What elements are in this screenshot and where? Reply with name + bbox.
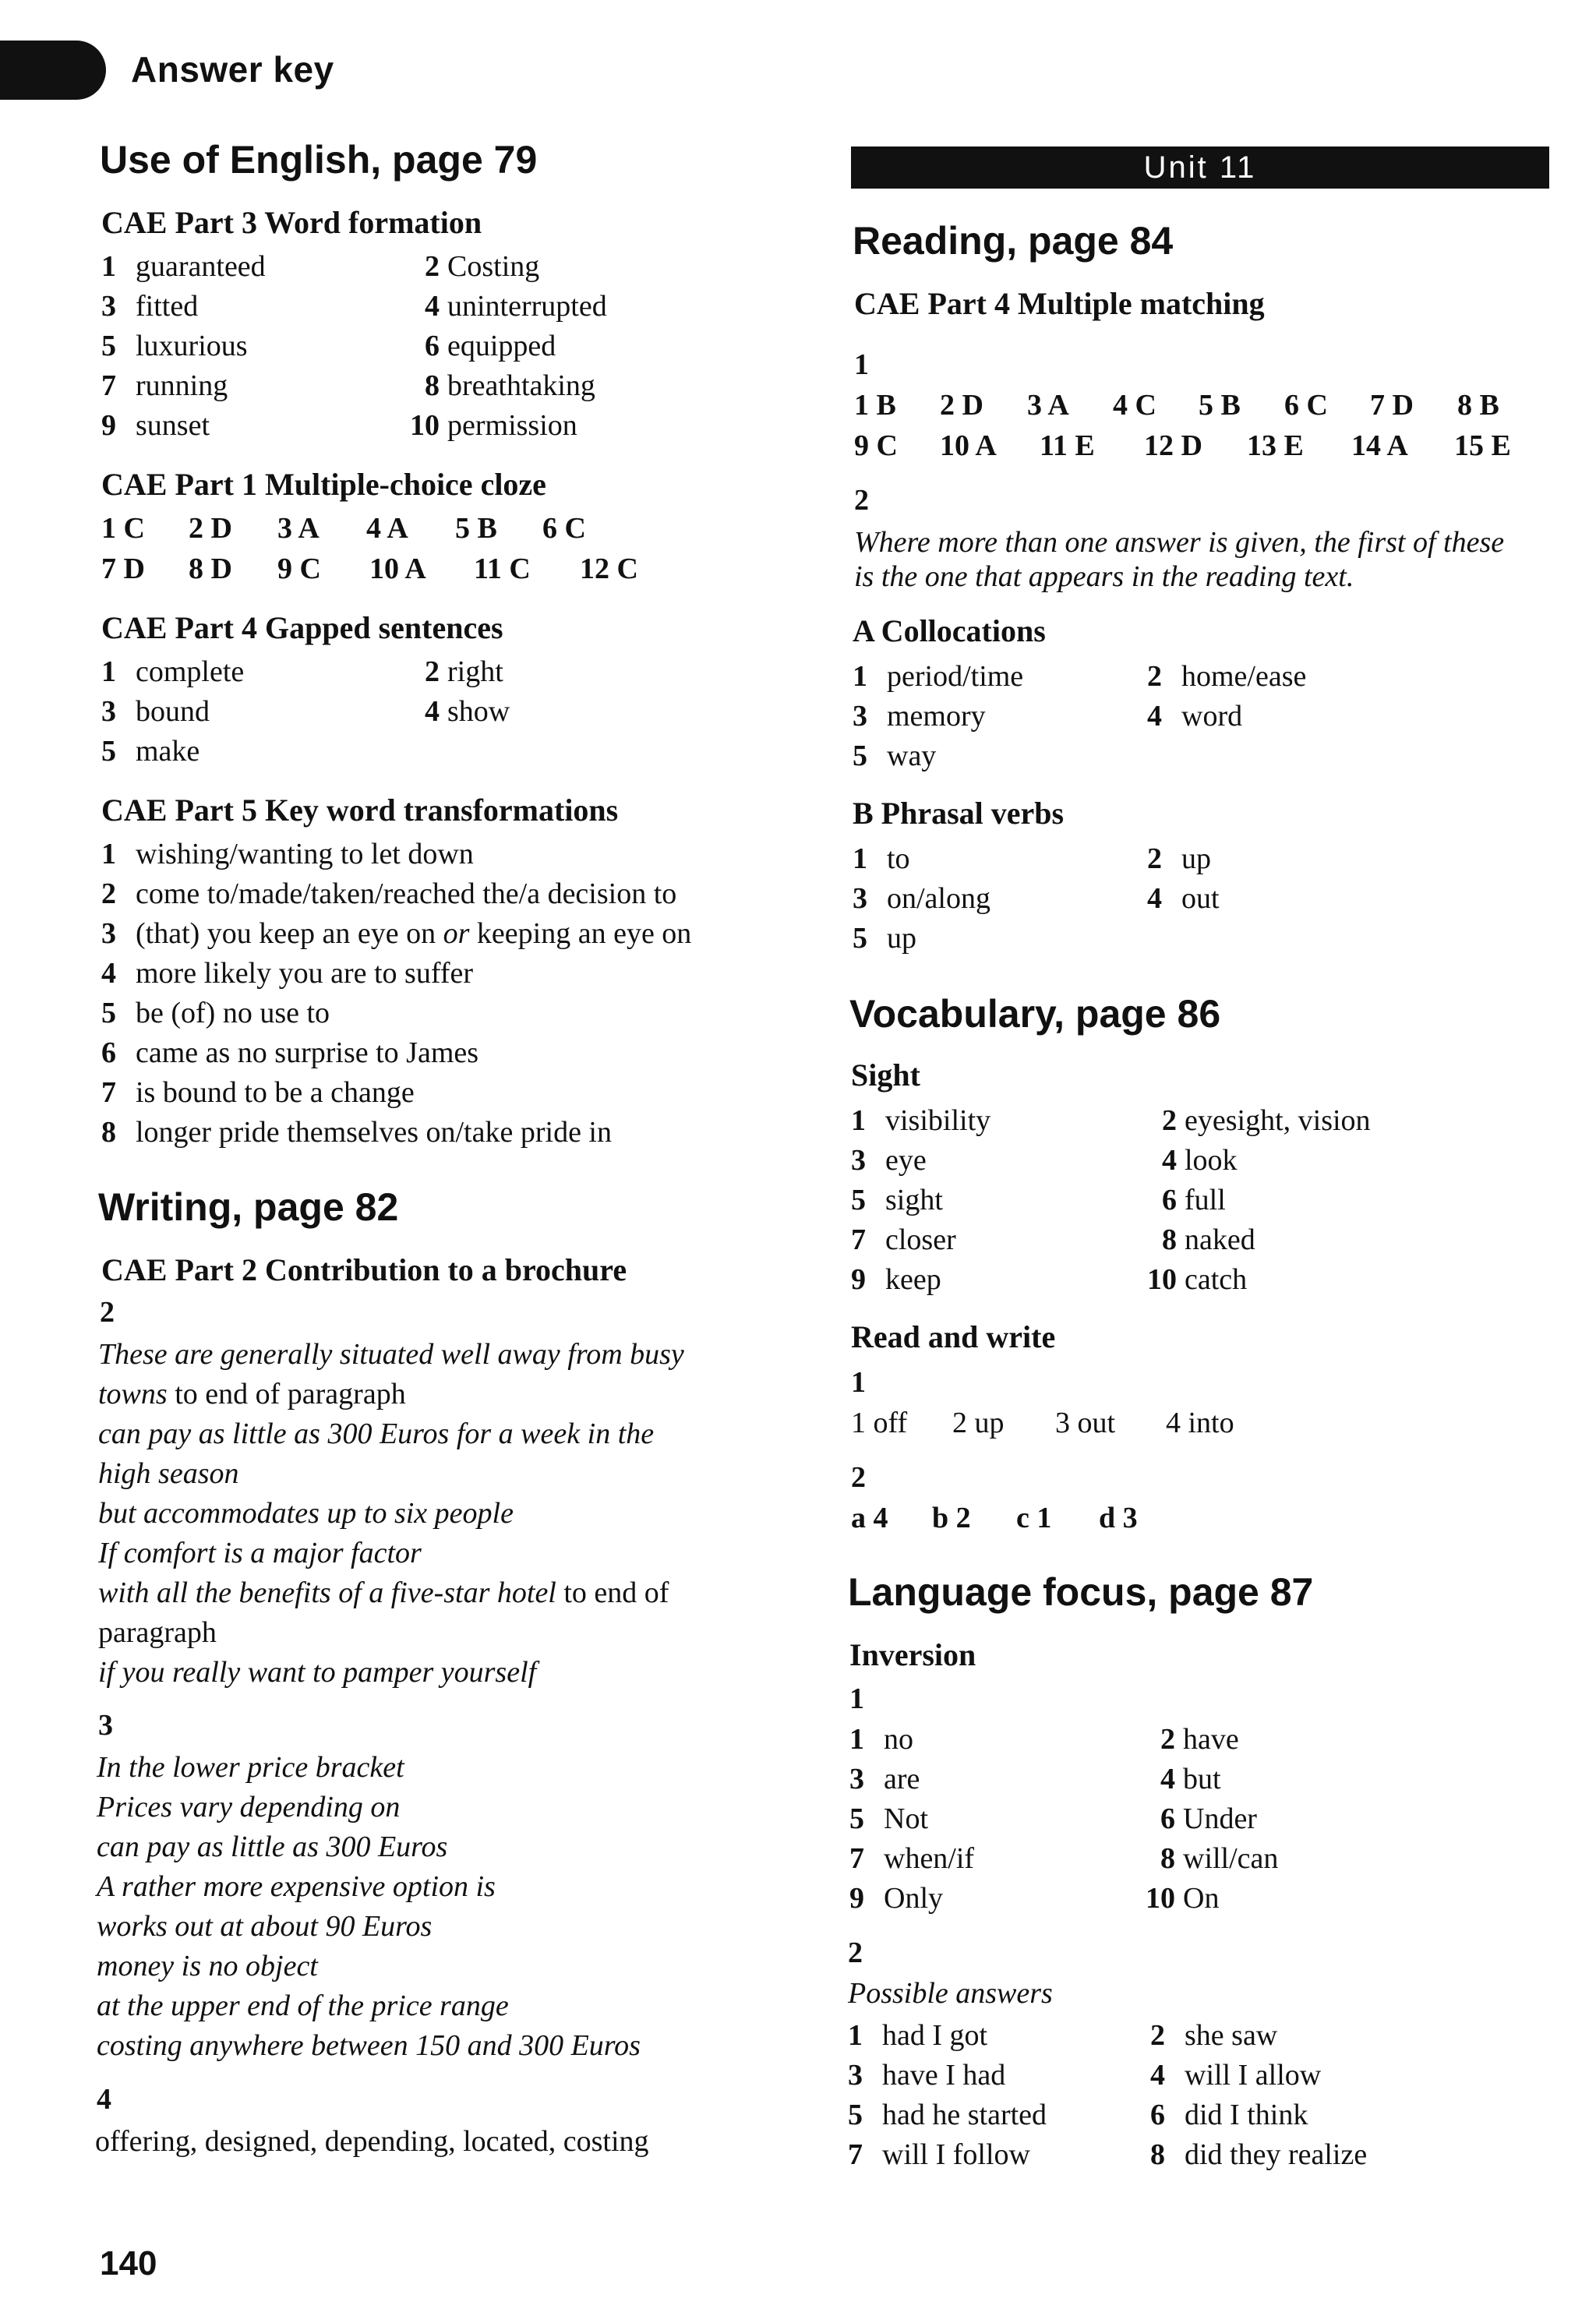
inversion-heading: Inversion (849, 1637, 976, 1672)
answer-item: 15 E (1454, 429, 1511, 462)
question-number: 2 (848, 1936, 863, 1969)
answer-item: d 3 (1099, 1502, 1138, 1534)
answer-item: 10 A (369, 553, 426, 585)
part1-heading: CAE Part 1 Multiple-choice cloze (101, 467, 546, 502)
section-title-reading: Reading, page 84 (853, 219, 1174, 263)
question-number: 4 (97, 2083, 111, 2116)
list-item: 10 catch (1147, 1263, 1248, 1296)
list-item: 1 visibility (851, 1104, 991, 1137)
list-item: 1 no (849, 1723, 913, 1756)
answer-item: 2 D (940, 389, 983, 422)
list-item: 2 she saw (1150, 2019, 1278, 2052)
list-item: 3 are (849, 1763, 920, 1795)
answer-item: 7 D (101, 553, 145, 585)
list-item: 2 eyesight, vision (1162, 1104, 1371, 1137)
list-item: 5 luxurious (101, 330, 248, 362)
list-item: 3 (that) you keep an eye on or keeping an eye on (101, 917, 692, 950)
section-title-use-of-english: Use of English, page 79 (100, 138, 538, 182)
list-item: 1 to (853, 842, 910, 875)
page-number: 140 (100, 2244, 157, 2282)
answer-line: offering, designed, depending, located, costing (95, 2125, 649, 2158)
list-item: 4 show (425, 695, 510, 728)
instruction-note: Possible answers (848, 1977, 1053, 2010)
list-item: 8 breathtaking (425, 369, 595, 402)
list-item: 5 up (853, 922, 916, 955)
list-item: 8 did they realize (1150, 2138, 1368, 2171)
answer-item: 11 E (1040, 429, 1095, 462)
answer-item: 4 C (1113, 389, 1156, 422)
collocations-heading: A Collocations (853, 613, 1046, 648)
list-item: 2 have (1160, 1723, 1239, 1756)
answer-item: 3 out (1055, 1407, 1116, 1439)
question-number: 3 (98, 1709, 113, 1742)
answer-item: 1 C (101, 512, 145, 545)
question-number: 2 (100, 1296, 115, 1329)
answer-item: 7 D (1370, 389, 1414, 422)
answer-item: 4 into (1166, 1407, 1234, 1439)
list-item: 3 on/along (853, 882, 990, 915)
answer-line: money is no object (97, 1950, 318, 1982)
list-item: 9 Only (849, 1882, 943, 1915)
answer-item: b 2 (932, 1502, 971, 1534)
list-item: 4 look (1162, 1144, 1238, 1177)
answer-line: towns to end of paragraph (98, 1378, 406, 1410)
phrasal-verbs-heading: B Phrasal verbs (853, 796, 1065, 831)
part5-heading: CAE Part 5 Key word transformations (101, 793, 619, 828)
answer-item: 8 B (1457, 389, 1499, 422)
list-item: 5 sight (851, 1184, 943, 1216)
list-item: 4 uninterrupted (425, 290, 607, 323)
list-item: 3 memory (853, 700, 986, 733)
answer-line: In the lower price bracket (97, 1751, 404, 1784)
list-item: 5 had he started (848, 2099, 1047, 2131)
answer-line: with all the benefits of a five-star hotel to end of (98, 1576, 669, 1609)
list-item: 2 up (1147, 842, 1211, 875)
answer-item: 1 off (851, 1407, 908, 1439)
answer-item: 3 A (277, 512, 320, 545)
instruction-note: is the one that appears in the reading text. (854, 560, 1354, 593)
question-number: 1 (851, 1366, 866, 1399)
list-item: 1 had I got (848, 2019, 988, 2052)
list-item: 4 more likely you are to suffer (101, 957, 473, 990)
answer-item: 14 A (1351, 429, 1408, 462)
list-item: 6 equipped (425, 330, 556, 362)
read-write-heading: Read and write (851, 1319, 1056, 1354)
list-item: 7 when/if (849, 1842, 975, 1875)
sight-heading: Sight (851, 1057, 920, 1093)
list-item: 2 home/ease (1147, 660, 1307, 693)
list-item: 3 bound (101, 695, 210, 728)
answer-line: can pay as little as 300 Euros for a week in the (98, 1417, 655, 1450)
answer-item: 6 C (1284, 389, 1328, 422)
list-item: 4 out (1147, 882, 1220, 915)
question-number: 2 (851, 1461, 866, 1494)
list-item: 7 running (101, 369, 228, 402)
answer-item: 2 up (952, 1407, 1005, 1439)
answer-line: If comfort is a major factor (98, 1537, 422, 1569)
answer-item: 5 B (455, 512, 497, 545)
answer-line: Prices vary depending on (97, 1791, 401, 1823)
question-number: 1 (854, 348, 869, 381)
list-item: 8 longer pride themselves on/take pride in (101, 1116, 612, 1149)
list-item: 6 did I think (1150, 2099, 1308, 2131)
reading-heading: CAE Part 4 Multiple matching (854, 286, 1265, 321)
list-item: 4 but (1160, 1763, 1221, 1795)
instruction-note: Where more than one answer is given, the first of these (854, 526, 1505, 559)
answer-line: These are generally situated well away from busy (98, 1338, 684, 1371)
answer-item: 5 B (1199, 389, 1241, 422)
answer-line: works out at about 90 Euros (97, 1910, 433, 1943)
list-item: 7 is bound to be a change (101, 1076, 415, 1109)
list-item: 5 Not (849, 1802, 928, 1835)
list-item: 9 keep (851, 1263, 941, 1296)
list-item: 6 full (1162, 1184, 1226, 1216)
part3-heading: CAE Part 3 Word formation (101, 205, 482, 240)
list-item: 7 closer (851, 1223, 956, 1256)
answer-line: at the upper end of the price range (97, 1989, 509, 2022)
answer-item: 13 E (1247, 429, 1304, 462)
part4-heading: CAE Part 4 Gapped sentences (101, 610, 503, 645)
answer-item: 6 C (542, 512, 586, 545)
list-item: 10 permission (410, 409, 577, 442)
list-item: 4 will I allow (1150, 2059, 1322, 2092)
writing-heading: CAE Part 2 Contribution to a brochure (101, 1252, 627, 1287)
answer-item: 12 C (580, 553, 638, 585)
list-item: 1 period/time (853, 660, 1024, 693)
list-item: 1 wishing/wanting to let down (101, 838, 474, 870)
page-header-title: Answer key (131, 49, 334, 90)
list-item: 7 will I follow (848, 2138, 1030, 2171)
list-item: 8 will/can (1160, 1842, 1279, 1875)
answer-item: 11 C (474, 553, 531, 585)
answer-item: 12 D (1144, 429, 1202, 462)
question-number: 1 (849, 1682, 864, 1715)
list-item: 3 have I had (848, 2059, 1006, 2092)
list-item: 2 Costing (425, 250, 540, 283)
answer-item: 9 C (277, 553, 321, 585)
answer-item: 4 A (366, 512, 408, 545)
list-item: 4 word (1147, 700, 1243, 733)
answer-line: if you really want to pamper yourself (98, 1656, 537, 1689)
answer-item: 9 C (854, 429, 898, 462)
unit-banner: Unit 11 (851, 147, 1549, 189)
list-item: 2 come to/made/taken/reached the/a decision to (101, 877, 677, 910)
answer-item: 10 A (940, 429, 997, 462)
answer-line: A rather more expensive option is (97, 1870, 496, 1903)
answer-item: a 4 (851, 1502, 888, 1534)
answer-item: 1 B (854, 389, 896, 422)
answer-item: 8 D (189, 553, 232, 585)
answer-line: can pay as little as 300 Euros (97, 1831, 448, 1863)
answer-line: but accommodates up to six people (98, 1497, 514, 1530)
list-item: 1 complete (101, 655, 245, 688)
section-title-vocabulary: Vocabulary, page 86 (849, 992, 1221, 1036)
answer-item: 2 D (189, 512, 232, 545)
list-item: 6 Under (1160, 1802, 1257, 1835)
answer-line: high season (98, 1457, 239, 1490)
answer-line: costing anywhere between 150 and 300 Euros (97, 2029, 641, 2062)
list-item: 1 guaranteed (101, 250, 266, 283)
answer-line: paragraph (98, 1616, 217, 1649)
section-title-language-focus: Language focus, page 87 (848, 1570, 1314, 1614)
list-item: 5 be (of) no use to (101, 997, 330, 1029)
list-item: 3 fitted (101, 290, 199, 323)
section-title-writing: Writing, page 82 (98, 1185, 399, 1229)
answer-item: c 1 (1016, 1502, 1052, 1534)
answer-item: 3 A (1027, 389, 1069, 422)
header-tab-marker (0, 41, 106, 100)
list-item: 9 sunset (101, 409, 210, 442)
list-item: 6 came as no surprise to James (101, 1036, 479, 1069)
list-item: 3 eye (851, 1144, 927, 1177)
question-number: 2 (854, 484, 869, 517)
list-item: 10 On (1146, 1882, 1220, 1915)
list-item: 8 naked (1162, 1223, 1255, 1256)
list-item: 5 make (101, 735, 200, 768)
list-item: 5 way (853, 740, 937, 772)
list-item: 2 right (425, 655, 503, 688)
